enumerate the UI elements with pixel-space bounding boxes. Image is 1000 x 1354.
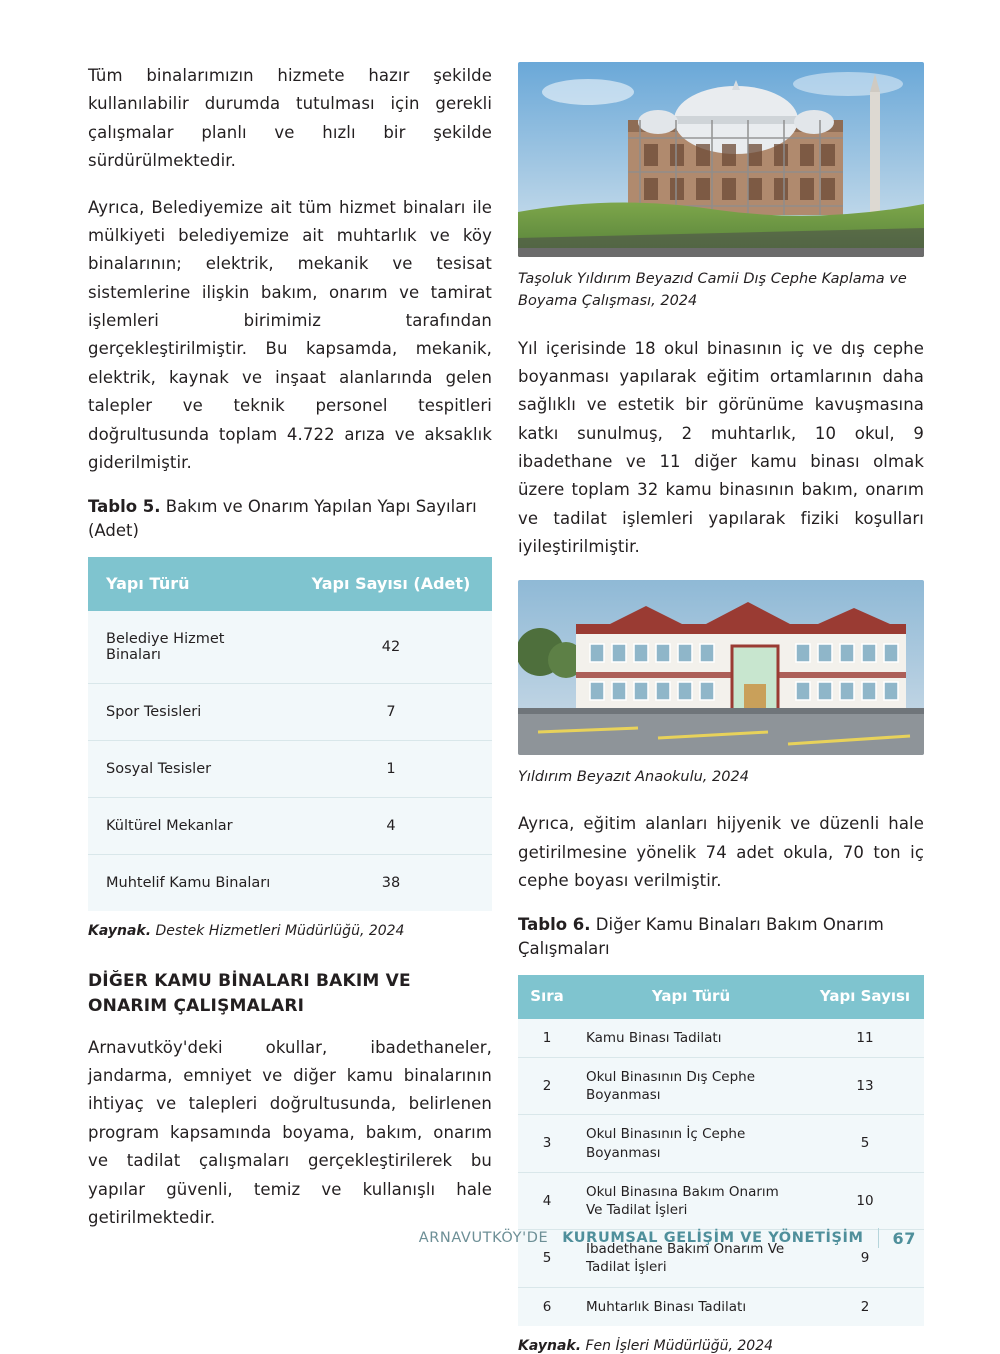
table6-cell-value-4: 9 <box>806 1230 924 1287</box>
table-bakim-onarim-yapi-sayilari <box>88 557 492 911</box>
table5-cell-label-0: Belediye Hizmet Binaları <box>88 611 290 684</box>
table6-header-yapi-sayisi: Yapı Sayısı <box>806 975 924 1019</box>
footer-divider <box>878 1228 879 1248</box>
table6-source-label: Kaynak. <box>518 1337 582 1354</box>
page-footer <box>419 1228 916 1248</box>
table5-header-yapi-turu: Yapı Türü <box>88 557 290 611</box>
table6-cell-label-2: Okul Binasının İç Cephe Boyanması <box>576 1115 806 1172</box>
table6-cell-value-5: 2 <box>806 1287 924 1326</box>
table6-cell-label-3: Okul Binasına Bakım Onarım Ve Tadilat İşleri <box>576 1172 806 1229</box>
photo1-caption: Taşoluk Yıldırım Beyazıd Camii Dış Cephe Kaplama ve Boyama Çalışması, 2024 <box>518 271 907 309</box>
table5-cell-label-1: Spor Tesisleri <box>88 683 290 740</box>
page-number: 67 <box>892 1228 916 1248</box>
table5-source <box>88 923 492 939</box>
table5-header-yapi-sayisi: Yapı Sayısı (Adet) <box>290 557 492 611</box>
table5-source-text: Destek Hizmetleri Müdürlüğü, 2024 <box>151 922 405 939</box>
table6-caption <box>518 913 924 961</box>
table-row <box>518 1057 924 1114</box>
table-row <box>88 611 492 684</box>
table6-caption-text: Diğer Kamu Binaları Bakım Onarım Çalışmaları <box>518 915 884 959</box>
table5-cell-label-4: Muhtelif Kamu Binaları <box>88 854 290 911</box>
table-row <box>88 797 492 854</box>
table-row <box>518 1172 924 1229</box>
paragraph-paint-distribution: Ayrıca, eğitim alanları hijyenik ve düzenli hale getirilmesine yönelik 74 adet okula, 70 ton iç cephe boyası verilmiştir. <box>518 814 924 890</box>
mosque-facade-photo <box>518 62 924 257</box>
table6-source-text: Fen İşleri Müdürlüğü, 2024 <box>581 1337 774 1354</box>
table6-cell-sira-5: 6 <box>518 1287 576 1326</box>
table6-cell-sira-2: 3 <box>518 1115 576 1172</box>
table6-header-yapi-turu: Yapı Türü <box>576 975 806 1019</box>
table-row <box>88 854 492 911</box>
table5-cell-value-0: 42 <box>290 611 492 684</box>
paragraph-school-painting: Yıl içerisinde 18 okul binasının iç ve dış cephe boyanması yapılarak eğitim ortamlarının daha sağlıklı ve estetik bir görünüme kavuşmasına katkı sunulmuş, 2 muhtarlık, 10 okul, 9 ibadethane ve 11 diğer kamu binası olmak üzere toplam 32 kamu binasının bakım, onarım ve tadilat işlemleri yapılarak fiziki koşulları iyileştirilmiştir. <box>518 338 924 557</box>
table5-cell-value-2: 1 <box>290 740 492 797</box>
table6-cell-value-2: 5 <box>806 1115 924 1172</box>
paragraph-maintenance: Ayrıca, Belediyemize ait tüm hizmet binaları ile mülkiyeti belediyemize ait muhtarlık ve köy binalarının; elektrik, mekanik ve tesisat sistemlerine ilişkin bakım, onarım ve tamirat işlemleri birimimiz tarafından gerçekleştirilmiştir. Bu kapsamda, mekanik, elektrik, kaynak ve inşaat alanlarında gelen talepler ve teknik personel tespitleri doğrultusunda toplam 4.722 arıza ve aksaklık giderilmiştir. <box>88 197 492 472</box>
footer-text-plain: ARNAVUTKÖY'DE <box>418 1230 549 1246</box>
table6-cell-label-4: İbadethane Bakım Onarım Ve Tadilat İşleri <box>576 1230 806 1287</box>
table5-caption-text: Bakım ve Onarım Yapılan Yapı Sayıları (Adet) <box>88 497 477 541</box>
table5-cell-value-1: 7 <box>290 683 492 740</box>
table5-cell-value-4: 38 <box>290 854 492 911</box>
table6-cell-sira-3: 4 <box>518 1172 576 1229</box>
right-column <box>518 62 924 1354</box>
kindergarten-building-photo <box>518 580 924 755</box>
table-row <box>518 1019 924 1058</box>
table5-caption <box>88 495 492 543</box>
table6-cell-value-0: 11 <box>806 1019 924 1058</box>
table-row <box>88 740 492 797</box>
table6-cell-sira-1: 2 <box>518 1057 576 1114</box>
table-diger-kamu-binalari-calismalari <box>518 975 924 1326</box>
table6-cell-value-1: 13 <box>806 1057 924 1114</box>
table6-cell-label-1: Okul Binasının Dış Cephe Boyanması <box>576 1057 806 1114</box>
paragraph-closing: Arnavutköy'deki okullar, ibadethaneler, jandarma, emniyet ve diğer kamu binalarının ihtiyaç ve talepleri doğrultusunda, belirlenen program kapsamında boyama, bakım, onarım ve tadilat çalışmaları gerçekleştirilerek bu yapılar güvenli, temiz ve kullanışlı hale getirilmektedir. <box>88 1037 492 1227</box>
footer-text-bold: KURUMSAL GELİŞİM VE YÖNETİŞİM <box>562 1230 864 1246</box>
kindergarten-illustration <box>518 580 924 755</box>
table5-cell-label-2: Sosyal Tesisler <box>88 740 290 797</box>
table5-header-row <box>88 557 492 611</box>
table-row <box>88 683 492 740</box>
table6-source <box>518 1338 924 1354</box>
table6-cell-value-3: 10 <box>806 1172 924 1229</box>
table5-caption-label: Tablo 5. <box>88 497 161 517</box>
table6-cell-label-0: Kamu Binası Tadilatı <box>576 1019 806 1058</box>
table6-cell-label-5: Muhtarlık Binası Tadilatı <box>576 1287 806 1326</box>
table6-cell-sira-4: 5 <box>518 1230 576 1287</box>
table5-source-label: Kaynak. <box>88 922 152 939</box>
table6-header-sira: Sıra <box>518 975 576 1019</box>
table6-caption-label: Tablo 6. <box>518 915 591 935</box>
photo2-caption: Yıldırım Beyazıt Anaokulu, 2024 <box>518 768 749 785</box>
mosque-facade-illustration <box>518 62 924 257</box>
table5-cell-label-3: Kültürel Mekanlar <box>88 797 290 854</box>
paragraph-intro: Tüm binalarımızın hizmete hazır şekilde kullanılabilir durumda tutulması için gerekli çalışmalar planlı ve hızlı bir şekilde sürdürülmektedir. <box>88 66 492 171</box>
table-row <box>518 1287 924 1326</box>
table6-header-row <box>518 975 924 1019</box>
table6-cell-sira-0: 1 <box>518 1019 576 1058</box>
table5-cell-value-3: 4 <box>290 797 492 854</box>
table-row <box>518 1115 924 1172</box>
left-column <box>88 62 492 1232</box>
section-heading-diger-kamu-binalari: DİĞER KAMU BİNALARI BAKIM VE ONARIM ÇALIŞMALARI <box>88 970 411 1017</box>
